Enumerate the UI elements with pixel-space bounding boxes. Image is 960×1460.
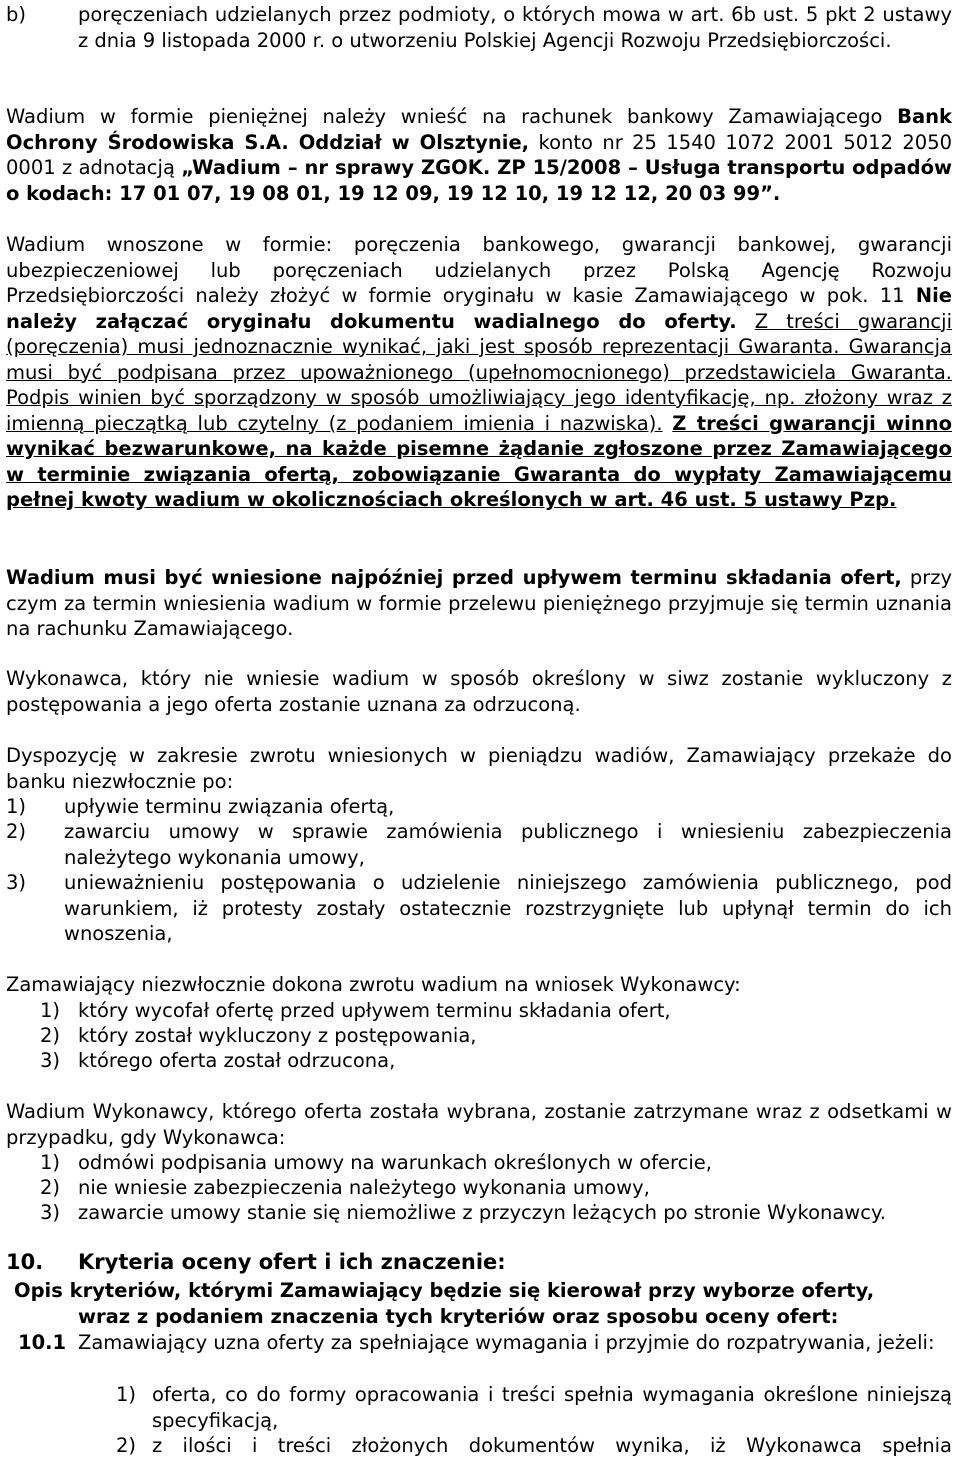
wadium-forms-paragraph	[6, 232, 952, 513]
section-subtitle: wraz z podaniem znaczenia tych kryteriów oraz sposobu oceny ofert:	[78, 1305, 839, 1328]
retain-item-num: 1)	[40, 1151, 61, 1174]
wadium-payment-text: Wadium w formie pieniężnej należy wnieść na rachunek bankowy Zamawiającego	[6, 105, 883, 128]
return-item-num: 1)	[6, 795, 27, 818]
deadline-rest: przy czym za termin wniesienia wadium w formie przelewu pieniężnego przyjmuje się termin uznania na rachunku Zamawiającego.	[6, 566, 952, 640]
account-text: konto nr 25 1540 1072 2001 5012 2050 0001 z adnotacją	[6, 130, 953, 179]
section-subtitle: Opis kryteriów, którymi Zamawiający będzie się kierował przy wyborze oferty,	[14, 1279, 875, 1302]
section-title: Kryteria oceny ofert i ich znaczenie:	[78, 1250, 506, 1274]
criteria-item-text: oferta, co do formy opracowania i treści spełnia wymagania określone niniejszą specyfikacją,	[152, 1383, 952, 1432]
guarantee-representation-text: Z treści gwarancji (poręczenia) musi jednoznacznie wynikać, jaki jest sposób reprezentacji Gwaranta. Gwarancja musi być podpisana przez upoważnionego (upełnomocnionego) przedstawiciela Gwaranta. Podpis winien być sporządzony w sposób umożliwiający jego identyfikację, np. złożony wraz z imienną pieczątką lub czytelny (z podaniem imienia i nazwiska).	[6, 309, 952, 435]
item-b-text: poręczeniach udzielanych przez podmioty, o których mowa w art. 6b ust. 5 pkt 2 ustawy z dnia 9 listopada 2000 r. o utworzeniu Polskiej Agencji Rozwoju Przedsiębiorczości.	[78, 3, 952, 52]
deadline-bold: Wadium musi być wniesione najpóźniej przed upływem terminu składania ofert,	[6, 566, 902, 589]
retain-item-num: 3)	[40, 1201, 61, 1224]
retain-item-num: 2)	[40, 1176, 61, 1199]
criteria-item-num: 2)	[116, 1434, 137, 1457]
exclusion-paragraph: Wykonawca, który nie wniesie wadium w sposób określony w siwz zostanie wykluczony z postępowania a jego oferta zostanie uznana za odrzuconą.	[6, 667, 952, 716]
wadium-annotation: „Wadium – nr sprawy ZGOK. ZP 15/2008 – Usługa transportu odpadów o kodach: 17 01 07, 19 08 01, 19 12 09, 19 12 10, 19 12 12, 20 03 99”.	[6, 156, 952, 205]
subsection-text: Zamawiający uzna oferty za spełniające wymagania i przyjmie do rozpatrywania, jeżeli:	[78, 1331, 935, 1354]
section-number: 10.	[6, 1250, 44, 1274]
request-item-text: którego oferta został odrzucona,	[78, 1049, 396, 1072]
deadline-paragraph	[6, 565, 952, 642]
wadium-forms-text: Wadium wnoszone w formie: poręczenia bankowego, gwarancji bankowej, gwarancji ubezpieczeniowej lub poręczeniach udzielanych przez Polską Agencję Rozwoju Przedsiębiorczości należy złożyć w formie oryginału w kasie Zamawiającego w pok. 11	[6, 233, 952, 307]
request-item-text: który został wykluczony z postępowania,	[78, 1024, 477, 1047]
request-item-num: 1)	[40, 999, 61, 1022]
request-item-num: 3)	[40, 1049, 61, 1072]
criteria-item-text: z ilości i treści złożonych dokumentów wynika, iż Wykonawca spełnia	[152, 1434, 952, 1457]
request-intro: Zamawiający niezwłocznie dokona zwrotu wadium na wniosek Wykonawcy:	[6, 973, 741, 996]
return-item-num: 3)	[6, 871, 27, 894]
guarantee-unconditional-text: Z treści gwarancji winno wynikać bezwarunkowe, na każde pisemne żądanie zgłoszone przez Zamawiającego w terminie związania ofertą, zobowiązanie Gwaranta do wypłaty Zamawiającemu pełnej kwoty wadium w okolicznościach określonych w art. 46 ust. 5 ustawy Pzp.	[6, 411, 952, 511]
criteria-item-num: 1)	[116, 1383, 137, 1406]
wadium-payment-paragraph	[6, 104, 952, 206]
subsection-number: 10.1	[18, 1331, 67, 1354]
return-item-text: unieważnieniu postępowania o udzielenie niniejszego zamówienia publicznego, pod warunkiem, iż protesty zostały ostatecznie rozstrzygnięte lub upłynął termin do ich wnoszenia,	[64, 871, 952, 945]
item-b-label: b)	[6, 3, 26, 26]
no-original-note: Nie należy załączać oryginału dokumentu wadialnego do oferty.	[6, 284, 952, 333]
retain-item-text: nie wniesie zabezpieczenia należytego wykonania umowy,	[78, 1176, 650, 1199]
retain-item-text: zawarcie umowy stanie się niemożliwe z przyczyn leżących po stronie Wykonawcy.	[78, 1201, 886, 1224]
return-item-num: 2)	[6, 820, 27, 843]
retain-item-text: odmówi podpisania umowy na warunkach określonych w ofercie,	[78, 1151, 712, 1174]
return-item-text: zawarciu umowy w sprawie zamówienia publicznego i wniesieniu zabezpieczenia należytego wykonania umowy,	[64, 820, 952, 869]
bank-name: Bank Ochrony Środowiska S.A. Oddział w Olsztynie,	[6, 105, 952, 154]
return-item-text: upływie terminu związania ofertą,	[64, 795, 395, 818]
request-item-num: 2)	[40, 1024, 61, 1047]
retain-intro: Wadium Wykonawcy, którego oferta została wybrana, zostanie zatrzymane wraz z odsetkami w przypadku, gdy Wykonawca:	[6, 1100, 952, 1149]
request-item-text: który wycofał ofertę przed upływem terminu składania ofert,	[78, 999, 671, 1022]
return-intro: Dyspozycję w zakresie zwrotu wniesionych w pieniądzu wadiów, Zamawiający przekaże do banku niezwłocznie po:	[6, 744, 952, 793]
